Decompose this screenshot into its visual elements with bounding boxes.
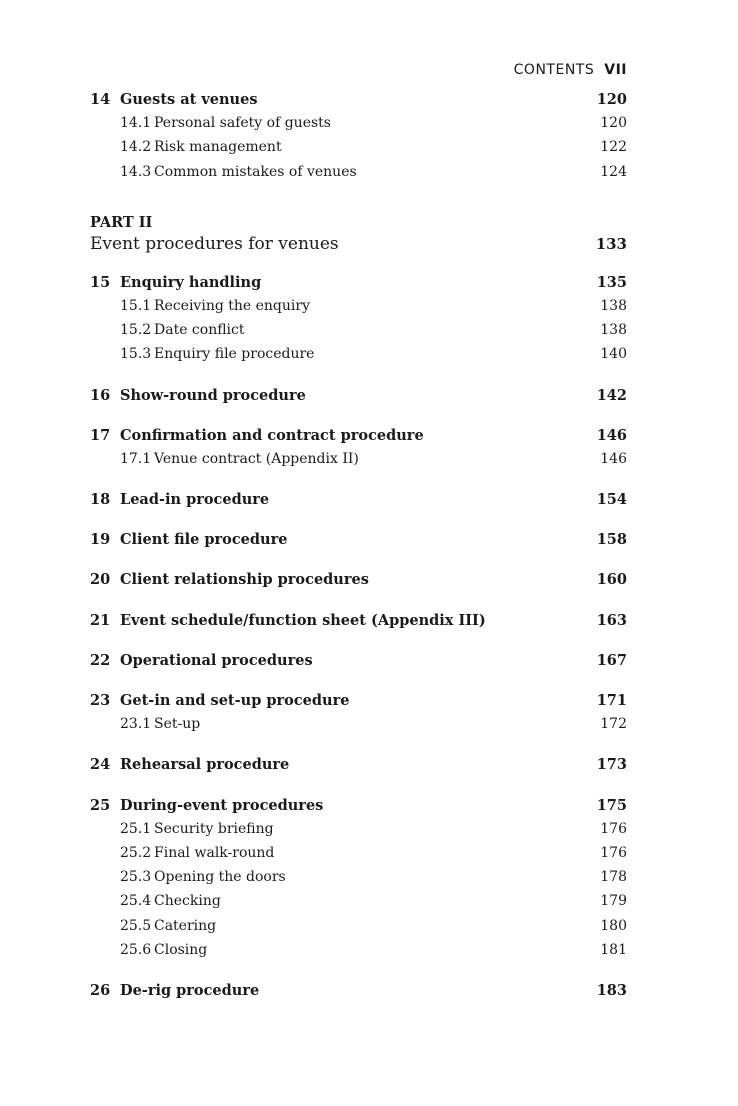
section-title: Date conflict <box>154 322 245 339</box>
toc-chapter-entry[interactable] <box>90 612 627 636</box>
toc-section-entry[interactable] <box>90 346 627 370</box>
section-title: Closing <box>154 941 208 958</box>
chapter-page: 175 <box>596 796 627 814</box>
chapter-title: De-rig procedure <box>120 981 260 999</box>
section-title: Set-up <box>154 716 201 733</box>
toc-chapter-entry[interactable] <box>90 91 627 115</box>
header-page-number: VII <box>604 62 627 78</box>
section-number: 25.2 <box>120 844 152 861</box>
spacer <box>90 636 627 652</box>
toc-section-entry[interactable] <box>90 821 627 845</box>
spacer <box>90 676 627 692</box>
chapter-title: Show-round procedure <box>120 386 306 404</box>
spacer <box>90 740 627 756</box>
chapter-page: 154 <box>596 491 627 509</box>
section-number: 25.1 <box>120 820 152 837</box>
section-page: 172 <box>600 716 627 733</box>
section-page: 180 <box>600 917 627 934</box>
chapter-page: 142 <box>596 386 627 404</box>
part-title-entry[interactable] <box>90 234 627 258</box>
chapter-number: 17 <box>90 426 111 444</box>
chapter-number: 15 <box>90 273 111 291</box>
toc-section-entry[interactable] <box>90 918 627 942</box>
toc-chapter-entry[interactable] <box>90 652 627 676</box>
chapter-title: Client file procedure <box>120 531 288 549</box>
spacer <box>90 596 627 612</box>
toc-section-entry[interactable] <box>90 322 627 346</box>
toc-section-entry[interactable] <box>90 942 627 966</box>
section-page: 176 <box>600 844 627 861</box>
spacer <box>90 781 627 797</box>
toc-section-entry[interactable] <box>90 893 627 917</box>
section-page: 176 <box>600 820 627 837</box>
chapter-title: Get-in and set-up procedure <box>120 692 350 709</box>
section-page: 120 <box>600 115 627 132</box>
toc-section-entry[interactable] <box>90 451 627 475</box>
chapter-page: 135 <box>596 273 627 291</box>
section-title: Venue contract (Appendix II) <box>154 450 359 467</box>
section-page: 138 <box>600 297 627 314</box>
section-page: 122 <box>600 139 627 156</box>
chapter-number: 23 <box>90 692 111 709</box>
chapter-page: 183 <box>596 981 627 999</box>
spacer <box>90 555 627 571</box>
chapter-title: Lead-in procedure <box>120 491 270 509</box>
chapter-title: Confirmation and contract procedure <box>120 426 424 444</box>
chapter-number: 21 <box>90 611 111 629</box>
header-label: CONTENTS <box>513 62 595 78</box>
toc-chapter-entry[interactable] <box>90 387 627 411</box>
section-number: 15.1 <box>120 297 152 314</box>
chapter-title: Operational procedures <box>120 651 313 669</box>
toc-section-entry[interactable] <box>90 164 627 188</box>
section-number: 17.1 <box>120 450 152 467</box>
toc-section-entry[interactable] <box>90 115 627 139</box>
spacer <box>90 515 627 531</box>
spacer <box>90 411 627 427</box>
toc-chapter-entry[interactable] <box>90 692 627 716</box>
part-page: 133 <box>595 234 627 253</box>
section-number: 25.4 <box>120 893 152 910</box>
chapter-title: Event schedule/function sheet (Appendix III) <box>120 611 486 629</box>
chapter-number: 25 <box>90 796 111 814</box>
toc-section-entry[interactable] <box>90 869 627 893</box>
section-number: 25.6 <box>120 941 152 958</box>
chapter-title: Guests at venues <box>120 91 258 108</box>
section-title: Personal safety of guests <box>154 115 331 132</box>
section-number: 23.1 <box>120 716 152 733</box>
chapter-title: Enquiry handling <box>120 273 262 291</box>
section-number: 15.2 <box>120 322 152 339</box>
section-number: 25.3 <box>120 869 152 886</box>
toc-chapter-entry[interactable] <box>90 797 627 821</box>
section-page: 140 <box>600 346 627 363</box>
toc-chapter-entry[interactable] <box>90 427 627 451</box>
chapter-number: 18 <box>90 491 111 509</box>
running-header <box>514 62 627 78</box>
section-number: 15.3 <box>120 346 152 363</box>
chapter-number: 14 <box>90 91 111 108</box>
section-page: 146 <box>600 450 627 467</box>
chapter-number: 26 <box>90 981 111 999</box>
part-title: Event procedures for venues <box>90 233 339 254</box>
chapter-title: During-event procedures <box>120 796 324 814</box>
section-title: Enquiry file procedure <box>154 346 315 363</box>
section-title: Opening the doors <box>154 869 286 886</box>
section-page: 178 <box>600 869 627 886</box>
chapter-number: 22 <box>90 651 111 669</box>
section-page: 179 <box>600 893 627 910</box>
table-of-contents <box>90 91 627 1006</box>
section-title: Final walk-round <box>154 844 275 861</box>
chapter-page: 167 <box>596 651 627 669</box>
chapter-page: 160 <box>596 571 627 589</box>
toc-chapter-entry[interactable] <box>90 756 627 780</box>
chapter-number: 20 <box>90 571 111 589</box>
section-page: 138 <box>600 322 627 339</box>
section-page: 181 <box>600 941 627 958</box>
section-number: 14.3 <box>120 163 152 180</box>
chapter-page: 158 <box>596 531 627 549</box>
section-title: Risk management <box>154 139 282 156</box>
toc-section-entry[interactable] <box>90 139 627 163</box>
section-page: 124 <box>600 163 627 180</box>
toc-chapter-entry[interactable] <box>90 571 627 595</box>
spacer <box>90 966 627 982</box>
section-title: Common mistakes of venues <box>154 163 357 180</box>
chapter-title: Client relationship procedures <box>120 571 369 589</box>
spacer <box>90 258 627 274</box>
chapter-number: 24 <box>90 756 111 774</box>
chapter-page: 146 <box>596 426 627 444</box>
chapter-page: 163 <box>596 611 627 629</box>
chapter-page: 120 <box>596 91 627 108</box>
toc-section-entry[interactable] <box>90 845 627 869</box>
toc-section-entry[interactable] <box>90 298 627 322</box>
chapter-page: 171 <box>596 692 627 709</box>
chapter-page: 173 <box>596 756 627 774</box>
toc-chapter-entry[interactable] <box>90 531 627 555</box>
part-label: PART II <box>90 213 153 231</box>
chapter-number: 19 <box>90 531 111 549</box>
section-number: 14.2 <box>120 139 152 156</box>
spacer <box>90 475 627 491</box>
section-title: Checking <box>154 893 221 910</box>
toc-chapter-entry[interactable] <box>90 491 627 515</box>
section-title: Catering <box>154 917 217 934</box>
chapter-number: 16 <box>90 386 111 404</box>
section-title: Receiving the enquiry <box>154 297 310 314</box>
toc-section-entry[interactable] <box>90 716 627 740</box>
section-title: Security briefing <box>154 820 274 837</box>
toc-chapter-entry[interactable] <box>90 274 627 298</box>
toc-chapter-entry[interactable] <box>90 982 627 1006</box>
spacer <box>90 371 627 387</box>
spacer <box>90 188 627 212</box>
section-number: 25.5 <box>120 917 152 934</box>
chapter-title: Rehearsal procedure <box>120 756 290 774</box>
section-number: 14.1 <box>120 115 152 132</box>
